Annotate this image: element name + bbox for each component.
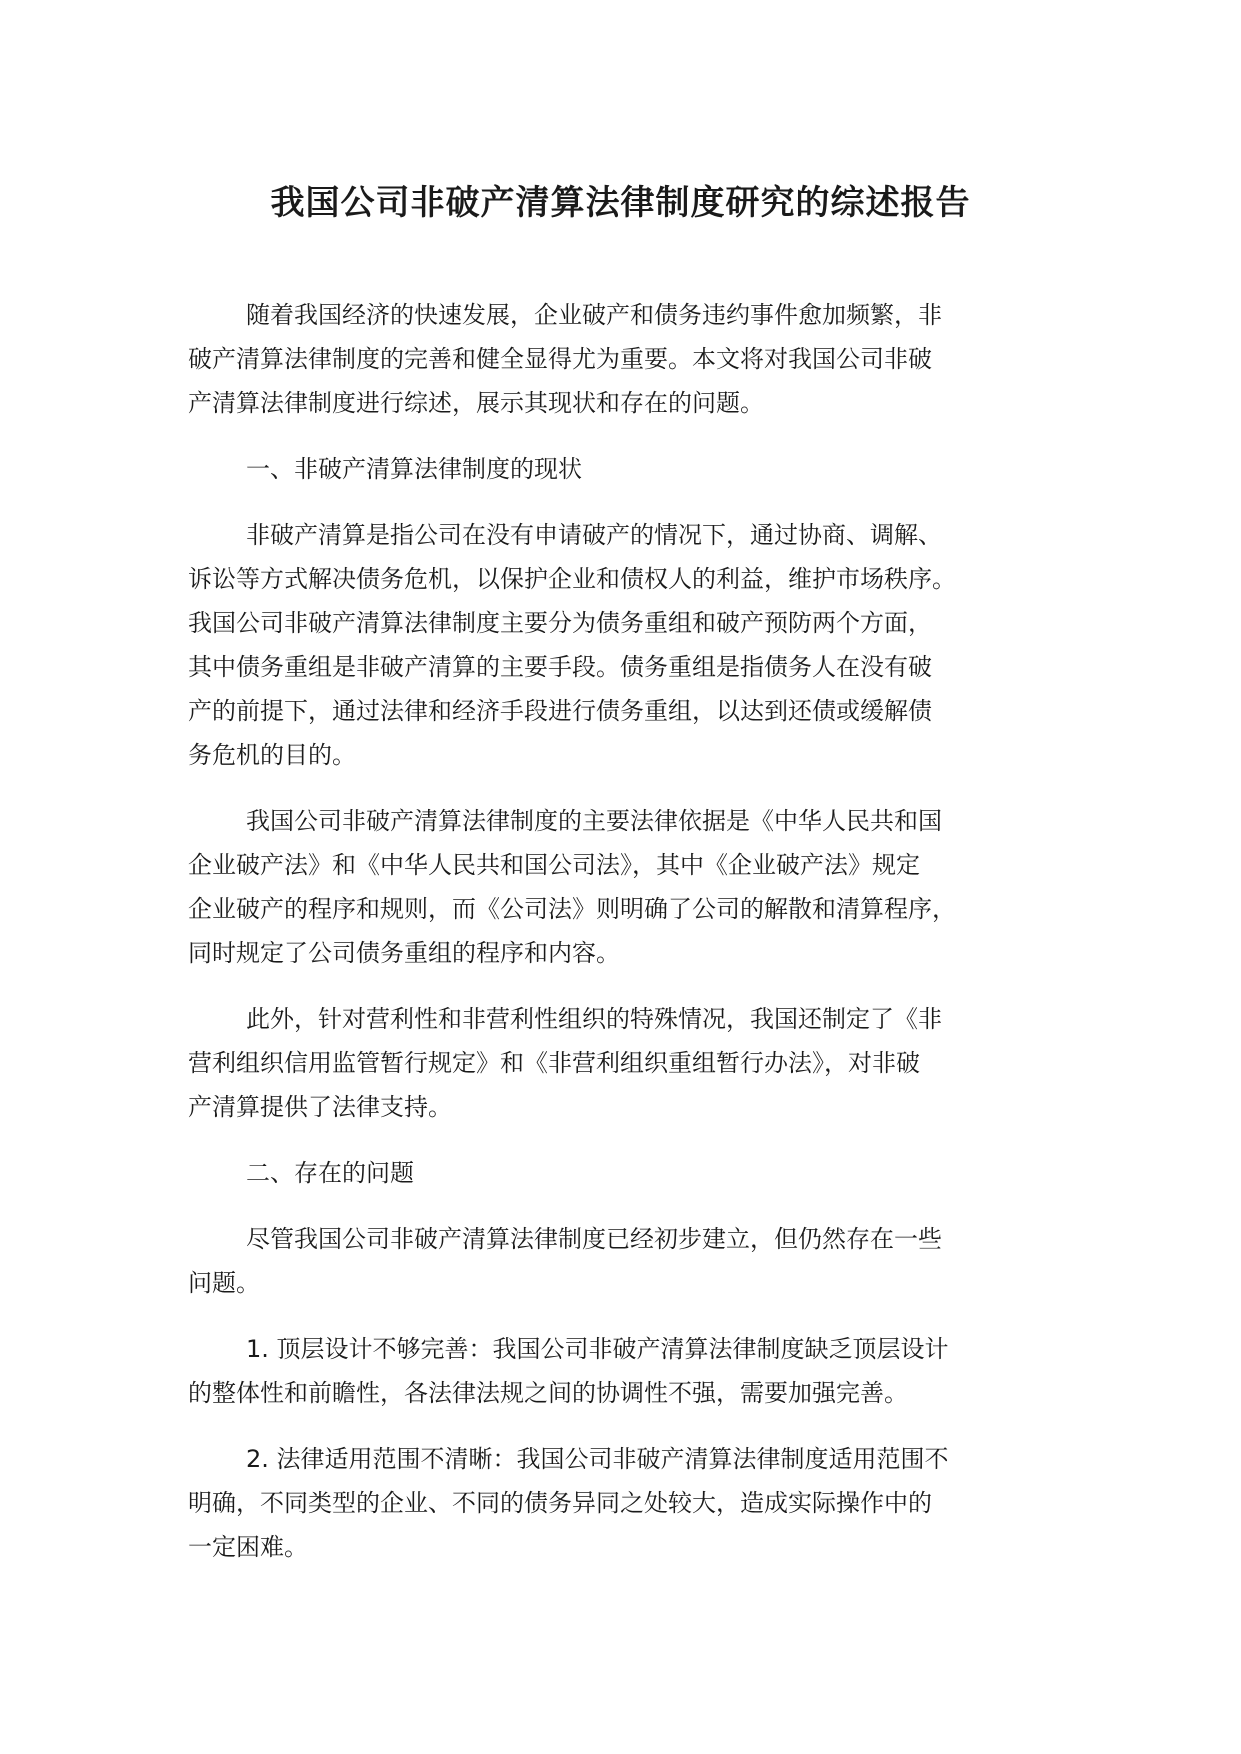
text-line: 诉讼等方式解决债务危机，以保护企业和债权人的利益，维护市场秩序。 [188, 565, 956, 593]
text-line: 其中债务重组是非破产清算的主要手段。债务重组是指债务人在没有破 [188, 653, 932, 681]
text-line: 2. 法律适用范围不清晰：我国公司非破产清算法律制度适用范围不 [246, 1445, 949, 1473]
text-line: 非破产清算是指公司在没有申请破产的情况下，通过协商、调解、 [246, 521, 942, 549]
text-line: 产清算法律制度进行综述，展示其现状和存在的问题。 [188, 389, 764, 417]
section-heading-1 [188, 447, 1088, 491]
paragraph-nonprofit [188, 997, 1088, 1129]
text-line: 务危机的目的。 [188, 741, 356, 769]
text-line: 企业破产的程序和规则，而《公司法》则明确了公司的解散和清算程序， [188, 895, 956, 923]
paragraph-problem-2 [188, 1437, 1088, 1569]
text-line: 营利组织信用监管暂行规定》和《非营利组织重组暂行办法》，对非破 [188, 1049, 920, 1077]
text-line: 问题。 [188, 1269, 260, 1297]
text-line: 二、存在的问题 [246, 1159, 414, 1187]
text-line: 随着我国经济的快速发展，企业破产和债务违约事件愈加频繁，非 [246, 301, 942, 329]
text-line: 的整体性和前瞻性，各法律法规之间的协调性不强，需要加强完善。 [188, 1379, 908, 1407]
text-line: 尽管我国公司非破产清算法律制度已经初步建立，但仍然存在一些 [246, 1225, 942, 1253]
text-line: 此外，针对营利性和非营利性组织的特殊情况，我国还制定了《非 [246, 1005, 942, 1033]
text-line: 企业破产法》和《中华人民共和国公司法》，其中《企业破产法》规定 [188, 851, 920, 879]
text-line: 产的前提下，通过法律和经济手段进行债务重组，以达到还债或缓解债 [188, 697, 932, 725]
paragraph-problem-1 [188, 1327, 1088, 1415]
text-line: 产清算提供了法律支持。 [188, 1093, 452, 1121]
document-title: 我国公司非破产清算法律制度研究的综述报告 [270, 183, 971, 223]
text-line: 1. 顶层设计不够完善：我国公司非破产清算法律制度缺乏顶层设计 [246, 1335, 949, 1363]
text-line: 我国公司非破产清算法律制度的主要法律依据是《中华人民共和国 [246, 807, 942, 835]
text-line: 一定困难。 [188, 1533, 308, 1561]
paragraph-definition [188, 513, 1088, 777]
text-line: 明确，不同类型的企业、不同的债务异同之处较大，造成实际操作中的 [188, 1489, 932, 1517]
text-line: 同时规定了公司债务重组的程序和内容。 [188, 939, 620, 967]
text-line: 我国公司非破产清算法律制度主要分为债务重组和破产预防两个方面， [188, 609, 932, 637]
paragraph-intro [188, 293, 1088, 425]
paragraph-legal-basis [188, 799, 1088, 975]
text-line: 一、非破产清算法律制度的现状 [246, 455, 582, 483]
section-heading-2 [188, 1151, 1088, 1195]
paragraph-problems-intro [188, 1217, 1088, 1305]
text-line: 破产清算法律制度的完善和健全显得尤为重要。本文将对我国公司非破 [188, 345, 932, 373]
document-body [188, 293, 1088, 1569]
